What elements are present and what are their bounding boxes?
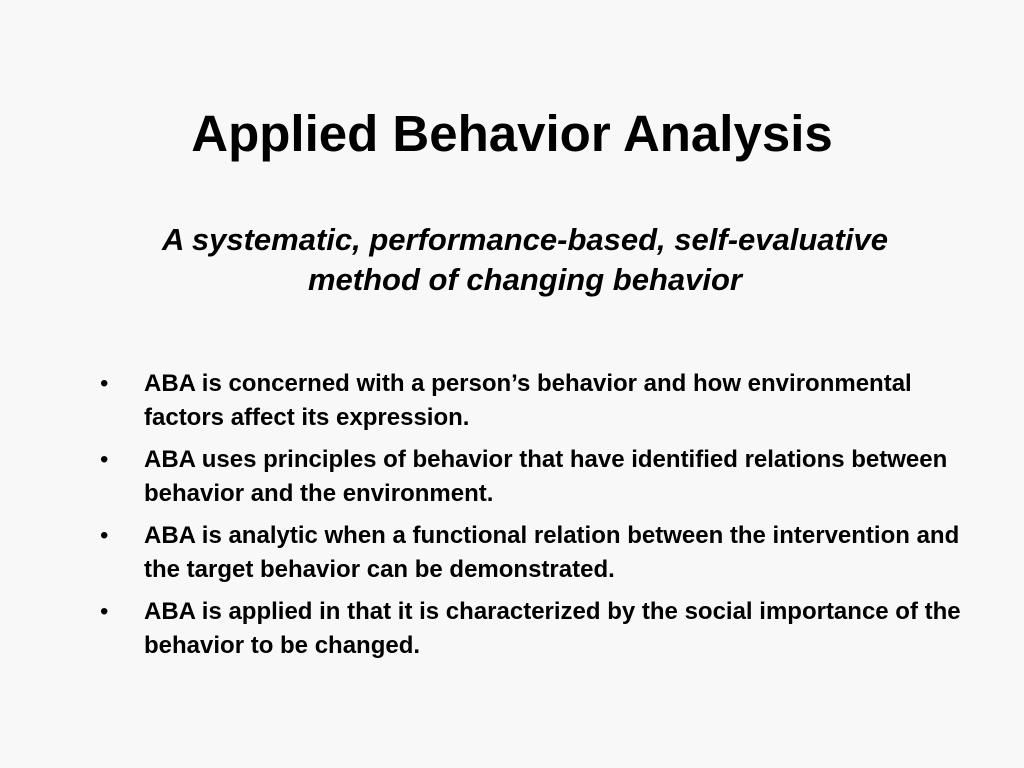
bullet-dot-icon: • [100, 522, 109, 549]
bullet-item [100, 443, 980, 511]
bullet-list [100, 367, 980, 671]
slide-subtitle: A systematic, performance-based, self-evaluative method of changing behavior [162, 222, 888, 297]
bullet-text: ABA uses principles of behavior that have identified relations between behavior and the environment. [144, 446, 948, 507]
bullet-dot-icon: • [100, 446, 109, 473]
bullet-text: ABA is concerned with a person’s behavior and how environmental factors affect its expression. [144, 370, 912, 431]
bullet-item [100, 595, 980, 663]
bullet-text: ABA is analytic when a functional relation between the intervention and the target behavior can be demonstrated. [144, 522, 960, 583]
bullet-item [100, 519, 980, 587]
bullet-text: ABA is applied in that it is characterized by the social importance of the behavior to be changed. [144, 598, 961, 659]
bullet-item [100, 367, 980, 435]
bullet-dot-icon: • [100, 598, 109, 625]
bullet-dot-icon: • [100, 370, 109, 397]
slide-title: Applied Behavior Analysis [191, 105, 833, 162]
